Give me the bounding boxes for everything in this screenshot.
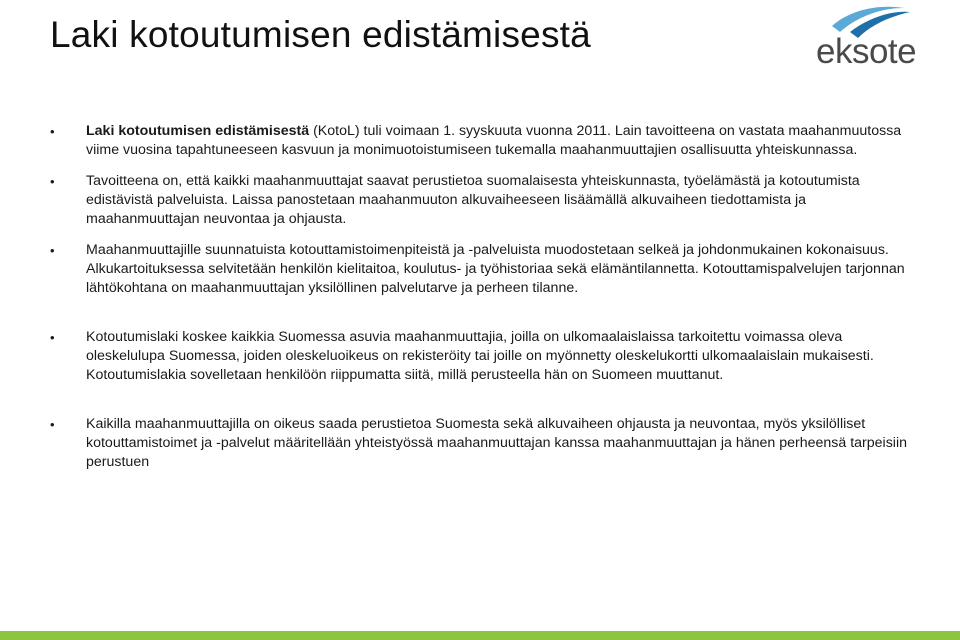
bullet-text: Kotoutumislaki koskee kaikkia Suomessa asuvia maahanmuuttajia, joilla on ulkomaalaislaissa tarkoitettu voimassa oleva oleskelulupa Suomessa, joiden oleskeluoikeus on rekisteröity tai joille on myönnetty oleskelukortti ulkomaalaislain mukaisesti. Kotoutumislakia sovelletaan henkilöön riippumatta siitä, millä perusteella hän on Suomeen muuttanut. xyxy=(86,329,874,383)
bullet-item xyxy=(50,241,910,298)
footer-accent-bar xyxy=(0,631,960,640)
bullet-dot-icon: • xyxy=(50,174,55,189)
bullet-list xyxy=(50,122,910,472)
bullet-item xyxy=(50,122,910,160)
bullet-text: Tavoitteena on, että kaikki maahanmuuttajat saavat perustietoa suomalaisesta yhteiskunnasta, työelämästä ja kotoutumista edistävistä palveluista. Laissa panostetaan maahanmuuton alkuvaiheeseen lisäämällä alkuvaiheen tiedottamista ja maahanmuuttajan neuvontaa ja ohjausta. xyxy=(86,173,860,227)
bullet-text: (KotoL) tuli voimaan 1. syyskuuta vuonna 2011. Lain tavoitteena on vastata maahanmuutossa viime vuosina tapahtuneeseen kasvuun ja monimuotoistumiseen tukemalla maahanmuuttajien osallisuutta yhteiskunnassa. xyxy=(86,123,902,158)
bullet-dot-icon: • xyxy=(50,330,55,345)
logo-wordmark: eksote xyxy=(816,32,917,71)
bullet-item xyxy=(50,172,910,229)
bullet-item xyxy=(50,328,910,385)
eksote-logo xyxy=(806,2,930,72)
bullet-dot-icon: • xyxy=(50,417,55,432)
bullet-text: Maahanmuuttajille suunnatuista kotouttamistoimenpiteistä ja -palveluista muodostetaan selkeä ja johdonmukainen kokonaisuus. Alkukartoituksessa selvitetään henkilön kielitaitoa, koulutus- ja työhistoriaa sekä elämäntilannetta. Kotouttamispalvelujen tarjonnan lähtökohtana on maahanmuuttajan yksilöllinen palvelutarve ja perheen tilanne. xyxy=(86,242,905,296)
bullet-lead-text: Laki kotoutumisen edistämisestä xyxy=(86,123,310,139)
bullet-item xyxy=(50,415,910,472)
bullet-dot-icon: • xyxy=(50,243,55,258)
slide-title: Laki kotoutumisen edistämisestä xyxy=(50,14,591,55)
bullet-text: Kaikilla maahanmuuttajilla on oikeus saada perustietoa Suomesta sekä alkuvaiheen ohjausta ja neuvontaa, myös yksilölliset kotouttamistoimet ja -palvelut määritellään yhteistyössä maahanmuuttajan kanssa maahanmuuttajan ja hänen perheensä tarpeisiin perustuen xyxy=(86,416,907,470)
bullet-dot-icon: • xyxy=(50,124,55,139)
